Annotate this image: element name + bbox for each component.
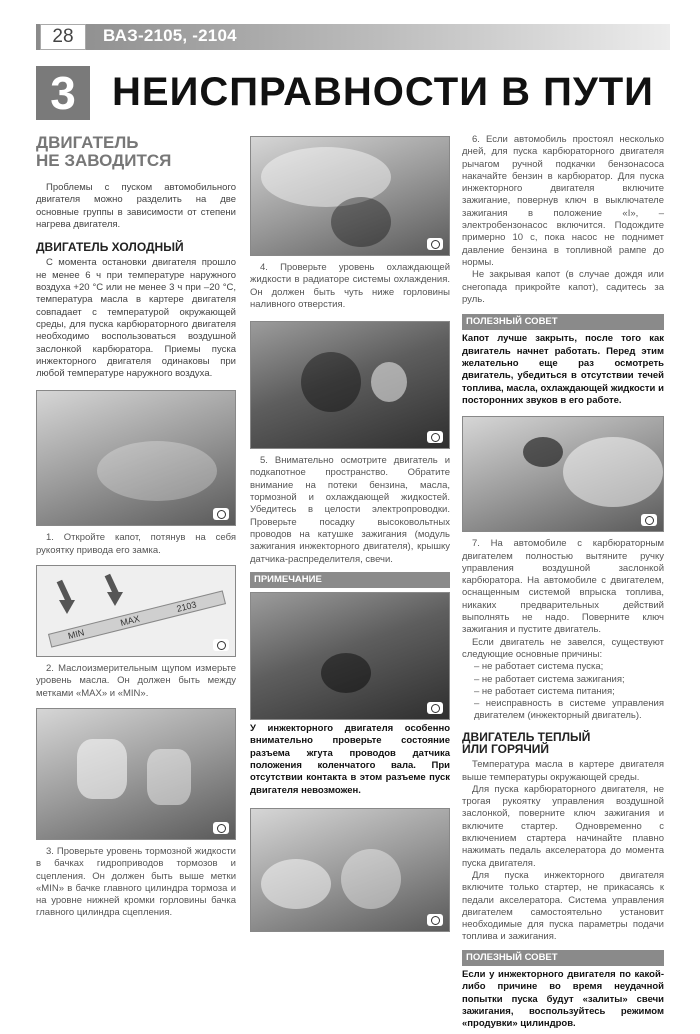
camera-icon — [213, 822, 229, 834]
tip-label-1: ПОЛЕЗНЫЙ СОВЕТ — [462, 314, 664, 330]
pump-shape — [341, 849, 401, 909]
intro-paragraph: Проблемы с пуском автомобильного двигателя можно разделить на две основные группы в зависимости от степени нагрева двигателя. — [36, 182, 236, 230]
warm-paragraph-1: Температура масла в картере двигателя выше температуры окружающей среды. — [462, 759, 664, 783]
hand-shape — [261, 859, 331, 909]
tip-text-2: Если у инжекторного двигателя по какой-либо причине во время неудачной попытки пуска будут «залиты» свечи зажигания, воспользуйтесь режимом «продувки» цилиндров. — [462, 969, 664, 1030]
section-title: ДВИГАТЕЛЬ НЕ ЗАВОДИТСЯ — [36, 133, 172, 170]
photo-brake-fluid — [36, 708, 236, 840]
photo-choke-knob — [462, 416, 664, 532]
cause-1: – не работает система пуска; — [474, 661, 604, 673]
page-number: 28 — [40, 24, 86, 50]
oil-filter-shape — [321, 653, 371, 693]
arrow-min-icon — [57, 580, 72, 602]
reservoir-shape — [147, 749, 191, 805]
column-1 — [36, 134, 236, 920]
knob-shape — [523, 437, 563, 467]
dipstick-shape: MIN MAX 2103 — [48, 590, 226, 647]
step-6: 6. Если автомобиль простоял несколько дней, для пуска карбюраторного двигателя рычагом ручной подкачки бензонасоса накачайте бензин в карбюратор. Для пуска инжекторного двигателя включите зажигание, повернув ключ в выключателе зажигания в положение «I», – электробензонасос включится. Подождите примерно 10 с, пока насос не поднимет давление бензина в топливной рампе до нормы. — [462, 134, 664, 268]
hand-shape — [97, 441, 217, 501]
note-label: ПРИМЕЧАНИЕ — [250, 572, 450, 588]
column-2 — [250, 136, 450, 932]
subtitle-warm: ДВИГАТЕЛЬ ТЕПЛЫЙ ИЛИ ГОРЯЧИЙ — [462, 729, 591, 756]
photo-hood-release — [36, 390, 236, 526]
cap-shape — [331, 197, 391, 247]
causes-intro: Если двигатель не завелся, существуют следующие основные причины: — [462, 636, 664, 660]
camera-icon — [213, 508, 229, 520]
warm-paragraph-2: Для пуска карбюраторного двигателя, не трогая рукоятку управления воздушной заслонкой, поверните ключ зажигания и включите стартер. Одновременно с включением стартера начинайте плавно нажимать педаль акселератора до момента пуска двигателя. — [462, 783, 664, 869]
step-7: 7. На автомобиле с карбюраторным двигателем полностью вытяните ручку управления воздушной заслонкой карбюратора. На автомобиле с двигателем, оснащенным системой впрыска топлива, никаких предварительных действий выполнять не надо. Поверните ключ зажигания и пустите двигатель. — [462, 538, 664, 636]
camera-icon — [641, 514, 657, 526]
note-text: У инжекторного двигателя особенно внимательно проверьте состояние разъема жгута проводов датчика положения коленчатого вала. При отсутствии контакта в этом разъеме пуск двигателя невозможен. — [250, 723, 450, 796]
photo-radiator-cap — [250, 136, 450, 256]
photo-dipstick — [36, 565, 236, 657]
camera-icon — [427, 238, 443, 250]
caption-2: 2. Маслоизмерительным щупом измерьте уровень масла. Он должен быть между метками «MAX» и «MIN». — [36, 663, 236, 699]
cause-2: – не работает система зажигания; — [474, 673, 625, 685]
caption-1: 1. Откройте капот, потянув на себя рукоятку привода его замка. — [36, 532, 236, 556]
photo-sensor-connector — [250, 592, 450, 720]
book-title: ВАЗ-2105, -2104 — [103, 26, 237, 45]
hand-shape — [563, 437, 663, 507]
camera-icon — [427, 702, 443, 714]
camera-icon — [427, 431, 443, 443]
subtitle-cold: ДВИГАТЕЛЬ ХОЛОДНЫЙ — [36, 240, 184, 255]
caption-3: 3. Проверьте уровень тормозной жидкости в бачках гидроприводов тормозов и сцепления. Он должен быть выше метки «MIN» в бачке главного цилиндра тормоза и на уровне нижней кромки горловины бачка главного цилиндра сцепления. — [36, 845, 236, 919]
chapter-title: НЕИСПРАВНОСТИ В ПУТИ — [112, 70, 654, 114]
caption-5: 5. Внимательно осмотрите двигатель и подкапотное пространство. Обратите внимание на потеки бензина, масла, тормозной и охлаждающей жидкостей. Убедитесь в целости электропроводки. Проверьте посадку высоковольтных проводов на катушке зажигания (модуль зажигания инжекторного двигателя), крышку датчика-распределителя, свечи. — [250, 455, 450, 565]
camera-icon — [213, 639, 229, 651]
cause-4: – неисправность в системе управления двигателем (инжекторный двигатель). — [474, 698, 664, 722]
tip-label-2: ПОЛЕЗНЫЙ СОВЕТ — [462, 950, 664, 966]
tip-text-1: Капот лучше закрыть, после того как двигатель начнет работать. Перед этим желательно еще раз осмотреть двигатель, убедиться в отсутствии течей топлива, масла, охлаждающей жидкости и посторонних звуков в его работе. — [462, 333, 664, 406]
camera-icon — [427, 914, 443, 926]
photo-fuel-pump — [250, 808, 450, 932]
air-filter-shape — [301, 352, 361, 412]
cold-paragraph: С момента остановки двигателя прошло не менее 6 ч при температуре наружного воздуха +20 °С или не менее 3 ч при –20 °С, температура масла в картере двигателя совпадает с температурой окружающей среды, для пуска карбюраторного двигателя необходимо воспользоваться воздушной заслонкой карбюратора. Приемы пуска инжекторного двигателя одинаковы при любой температуре наружного воздуха. — [36, 257, 236, 380]
chapter-number: 3 — [36, 66, 90, 120]
step-6b: Не закрывая капот (в случае дождя или снегопада прикройте капот), садитесь за руль. — [462, 269, 664, 305]
reservoir-shape — [77, 739, 127, 799]
caption-4: 4. Проверьте уровень охлаждающей жидкости в радиаторе системы охлаждения. Он должен быть чуть ниже горловины наливного отверстия. — [250, 262, 450, 310]
warm-paragraph-3: Для пуска инжекторного двигателя включите только стартер, не прикасаясь к педали акселератора. Система управления двигателем самостоятельно установит необходимые для пуска параметры подачи топлива и зажигания. — [462, 869, 664, 943]
cause-3: – не работает система питания; — [474, 685, 615, 697]
column-3 — [462, 134, 664, 1034]
photo-engine-bay — [250, 321, 450, 449]
coolant-tank-shape — [371, 362, 407, 402]
